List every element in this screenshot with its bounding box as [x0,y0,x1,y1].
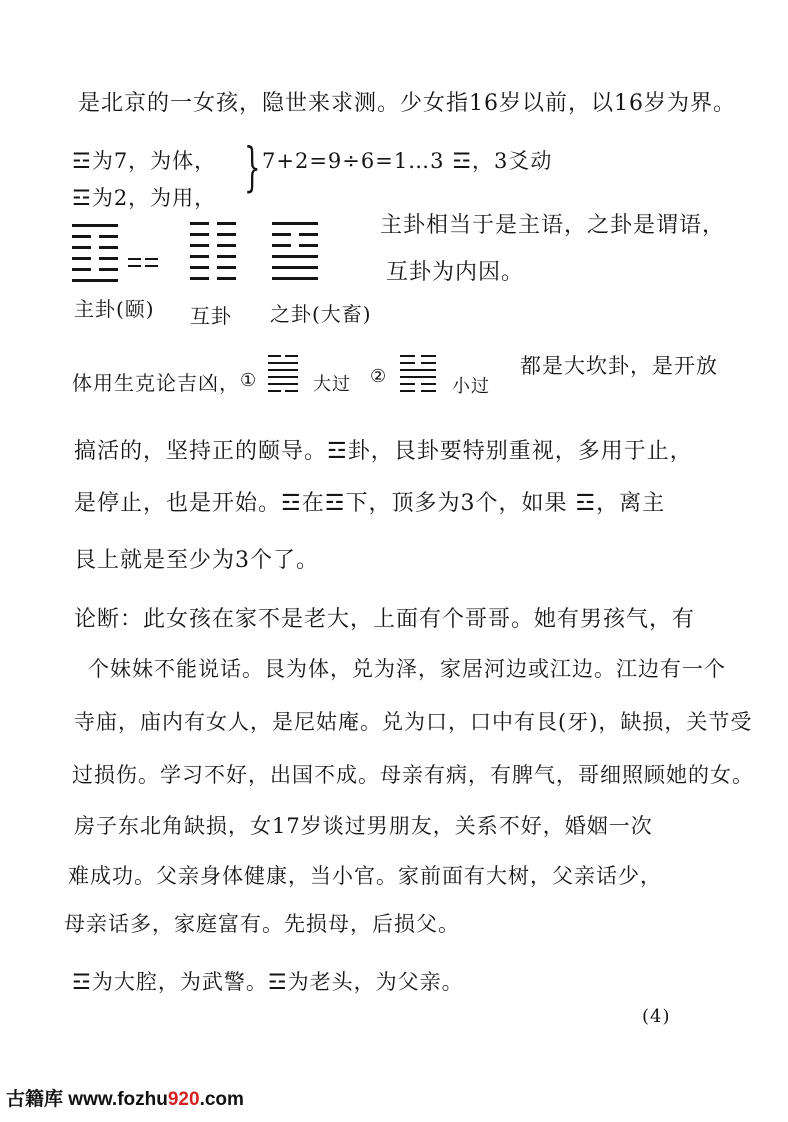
opt2-yao-2 [400,362,436,364]
option-2-hexagram [400,355,436,397]
yin-line-left [268,390,281,392]
option-1-number: ① [240,370,258,391]
ti-trigram-line: ☲为7，为体， [72,149,217,173]
yang-line [72,224,118,227]
option-1-hexagram [268,355,298,397]
yin-line-right [99,235,118,238]
yin-line-right [421,362,436,364]
hu-yao-4 [190,255,236,258]
opt1-yao-6 [268,390,298,392]
yin-line-right [145,265,158,267]
yang-line [272,266,318,269]
ben_small-yao-2 [128,265,158,267]
paragraph-line-1: 搞活的，坚持正的颐导。☲卦，艮卦要特别重视，多用于止， [74,439,693,464]
opt1-yao-3 [268,369,298,371]
zhi-yao-1 [272,222,318,225]
yin-line-left [190,233,209,236]
yin-line-right [299,244,318,247]
footer-site-name: 古籍库 [6,1089,64,1110]
yin-line-left [190,255,209,258]
opt1-yao-4 [268,376,298,378]
ben-yao-6 [72,279,118,282]
yin-line-right [299,233,318,236]
option-2-name: 小过 [452,376,490,397]
judgement-line-2: 个妹妹不能说话。艮为体，兑为泽，家居河边或江边。江边有一个 [88,657,726,681]
yin-line-right [99,246,118,249]
yin-line-left [72,246,91,249]
judgement-line-1: 论断：此女孩在家不是老大，上面有个哥哥。她有男孩气，有 [74,607,696,632]
page-number: (4) [642,1006,671,1027]
judgement-line-4: 过损伤。学习不好，出国不成。母亲有病，有脾气，哥细照顾她的女。 [72,763,754,787]
yin-line-right [421,390,436,392]
yin-line-right [217,277,236,280]
hu-yao-3 [190,244,236,247]
yin-line-right [421,383,436,385]
opt2-yao-6 [400,390,436,392]
ben-yao-4 [72,257,118,260]
zhi-yao-4 [272,255,318,258]
yang-line [272,222,318,225]
yin-line-left [72,257,91,260]
judgement-line-3: 寺庙，庙内有女人，是尼姑庵。兑为口，口中有艮(牙)，缺损，关节受 [74,710,753,734]
yin-line-right [145,258,158,260]
paragraph-line-2: 是停止，也是开始。☲在☲下，顶多为3个，如果 ☲，离主 [74,491,666,516]
hu-gua-hexagram [190,222,236,288]
intro-line: 是北京的一女孩，隐世来求测。少女指16岁以前，以16岁为界。 [78,91,736,116]
yin-line-right [217,233,236,236]
judgement-line-7: 母亲话多，家庭富有。先损母，后损父。 [64,912,460,936]
yang-line [400,369,436,371]
yin-line-left [400,355,415,357]
yin-line-left [190,244,209,247]
footer-url-number: 920 [167,1089,200,1110]
footer-url-suffix: .com [199,1089,244,1110]
yang-line [272,255,318,258]
yang-line [268,362,298,364]
yin-line-left [190,277,209,280]
option-1-name: 大过 [313,374,351,395]
judgement-line-8: ☲为大腔，为武警。☲为老头，为父亲。 [72,970,464,994]
brace-symbol: } [244,138,261,198]
ben-yao-3 [72,246,118,249]
yin-line-right [285,355,298,357]
yang-line [268,376,298,378]
hu-yao-5 [190,266,236,269]
yang-line [272,277,318,280]
opt1-yao-1 [268,355,298,357]
yin-line-right [217,266,236,269]
yin-line-right [99,257,118,260]
ben-gua-label: 主卦(颐) [74,297,155,321]
yin-line-left [400,362,415,364]
zhi-yao-2 [272,233,318,236]
yin-line-left [128,265,141,267]
yin-line-left [272,244,291,247]
zhi-yao-3 [272,244,318,247]
ben-yao-2 [72,235,118,238]
yin-line-right [217,255,236,258]
zhi-gua-label: 之卦(大畜) [270,302,372,326]
yin-line-right [285,390,298,392]
yin-line-right [217,244,236,247]
yin-line-left [400,383,415,385]
paragraph-line-3: 艮上就是至少为3个了。 [74,548,319,573]
opt1-yao-5 [268,383,298,385]
note-hu-gua: 互卦为内因。 [386,260,525,285]
opt2-yao-3 [400,369,436,371]
zhi-yao-6 [272,277,318,280]
ben-gua-hexagram [72,224,118,290]
yin-line-right [421,355,436,357]
note-kan-gua: 都是大坎卦，是开放 [520,354,718,378]
ben-gua-small-trigram [128,258,158,272]
yin-line-left [272,233,291,236]
opt2-yao-4 [400,376,436,378]
yang-line [268,369,298,371]
yong-trigram-line: ☲为2，为用， [72,186,217,210]
hu-gua-label: 互卦 [190,304,232,328]
hu-yao-6 [190,277,236,280]
hu-yao-2 [190,233,236,236]
opt1-yao-2 [268,362,298,364]
yin-line-left [72,268,91,271]
zhi-yao-5 [272,266,318,269]
opt2-yao-1 [400,355,436,357]
yin-line-left [190,222,209,225]
yin-line-right [99,268,118,271]
ben-yao-1 [72,224,118,227]
note-main-gua: 主卦相当于是主语，之卦是谓语， [380,213,726,238]
yin-line-left [400,390,415,392]
option-2-number: ② [370,366,388,387]
tiyong-line: 体用生克论吉凶， [72,371,240,395]
footer-url-prefix: www.fozhu [68,1089,168,1110]
judgement-line-6: 难成功。父亲身体健康，当小官。家前面有大树，父亲话少， [68,864,662,888]
yang-line [268,383,298,385]
calculation-line: 7+2=9÷6=1…3 ☲，3爻动 [262,149,553,173]
ben_small-yao-1 [128,258,158,260]
yang-line [400,376,436,378]
yin-line-right [217,222,236,225]
yin-line-left [190,266,209,269]
hu-yao-1 [190,222,236,225]
footer-watermark [6,1084,244,1111]
judgement-line-5: 房子东北角缺损，女17岁谈过男朋友，关系不好，婚姻一次 [74,814,653,838]
yin-line-left [268,355,281,357]
ben-yao-5 [72,268,118,271]
yin-line-left [128,258,141,260]
opt2-yao-5 [400,383,436,385]
zhi-gua-hexagram [272,222,318,288]
yin-line-left [72,235,91,238]
yang-line [72,279,118,282]
